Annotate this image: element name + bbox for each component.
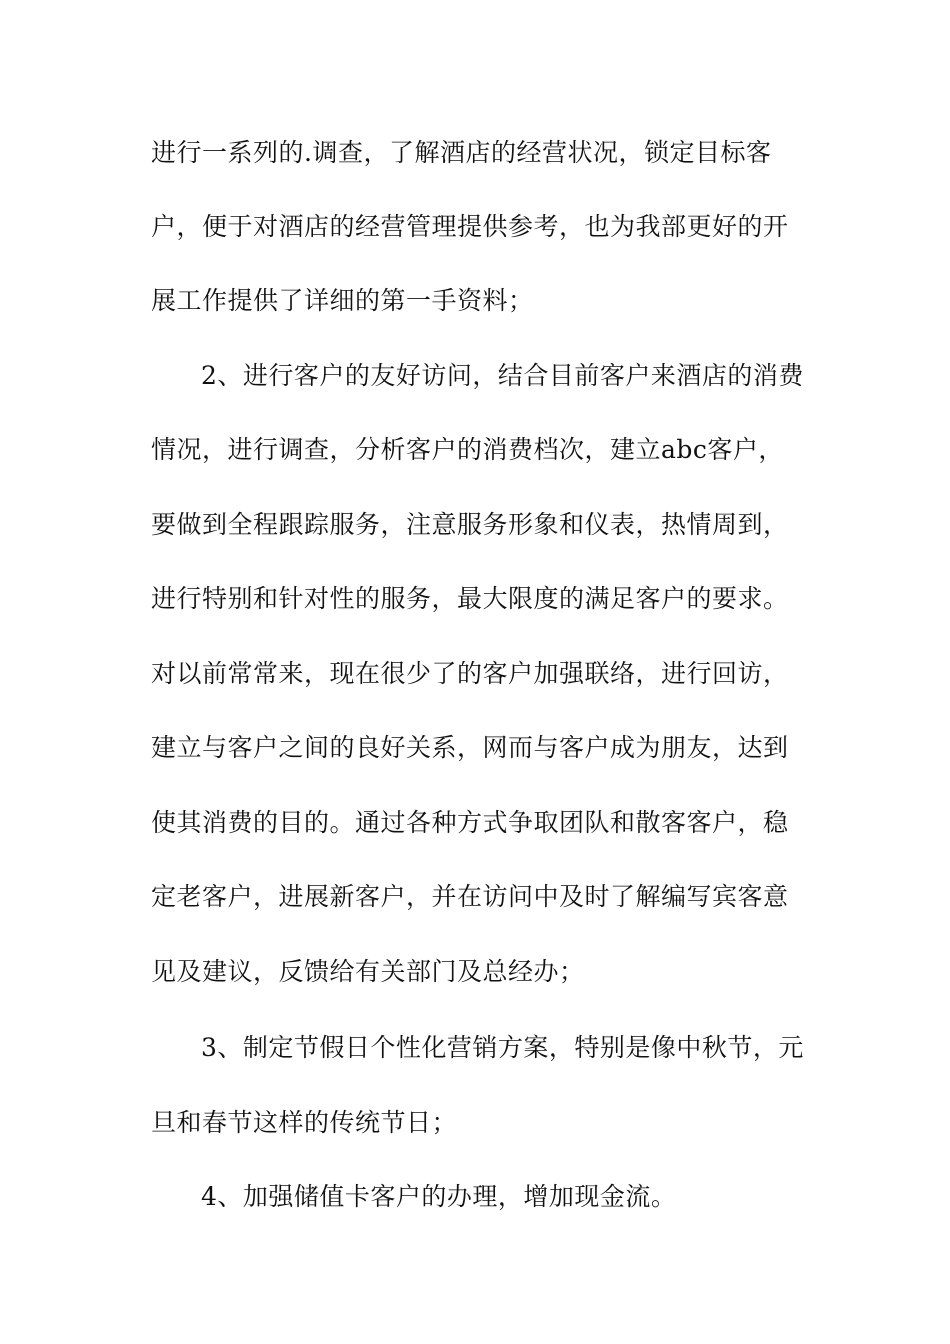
paragraph-3-start: 3、制定节假日个性化营销方案，特别是像中秋节，元: [201, 1033, 804, 1062]
text-line: 建立与客户之间的良好关系，网而与客户成为朋友，达到: [151, 733, 789, 762]
paragraph-4-start: 4、加强储值卡客户的办理，增加现金流。: [201, 1182, 677, 1211]
text-line: 展工作提供了详细的第一手资料；: [151, 286, 534, 315]
text-line: 情况，进行调查，分析客户的消费档次，建立abc客户，: [151, 435, 784, 464]
text-line: 旦和春节这样的传统节日；: [151, 1108, 458, 1137]
text-line: 户，便于对酒店的经营管理提供参考，也为我部更好的开: [151, 212, 789, 241]
text-line: 进行一系列的.调查，了解酒店的经营状况，锁定目标客: [151, 138, 772, 167]
text-line: 定老客户，进展新客户，并在访问中及时了解编写宾客意: [151, 882, 789, 911]
text-line: 见及建议，反馈给有关部门及总经办；: [151, 957, 585, 986]
text-line: 使其消费的目的。通过各种方式争取团队和散客客户，稳: [151, 808, 789, 837]
text-line: 对以前常常来，现在很少了的客户加强联络，进行回访，: [151, 659, 789, 688]
text-line: 要做到全程跟踪服务，注意服务形象和仪表，热情周到，: [151, 510, 789, 539]
paragraph-2-start: 2、进行客户的友好访问，结合目前客户来酒店的消费: [201, 361, 804, 390]
text-line: 进行特别和针对性的服务，最大限度的满足客户的要求。: [151, 584, 789, 613]
